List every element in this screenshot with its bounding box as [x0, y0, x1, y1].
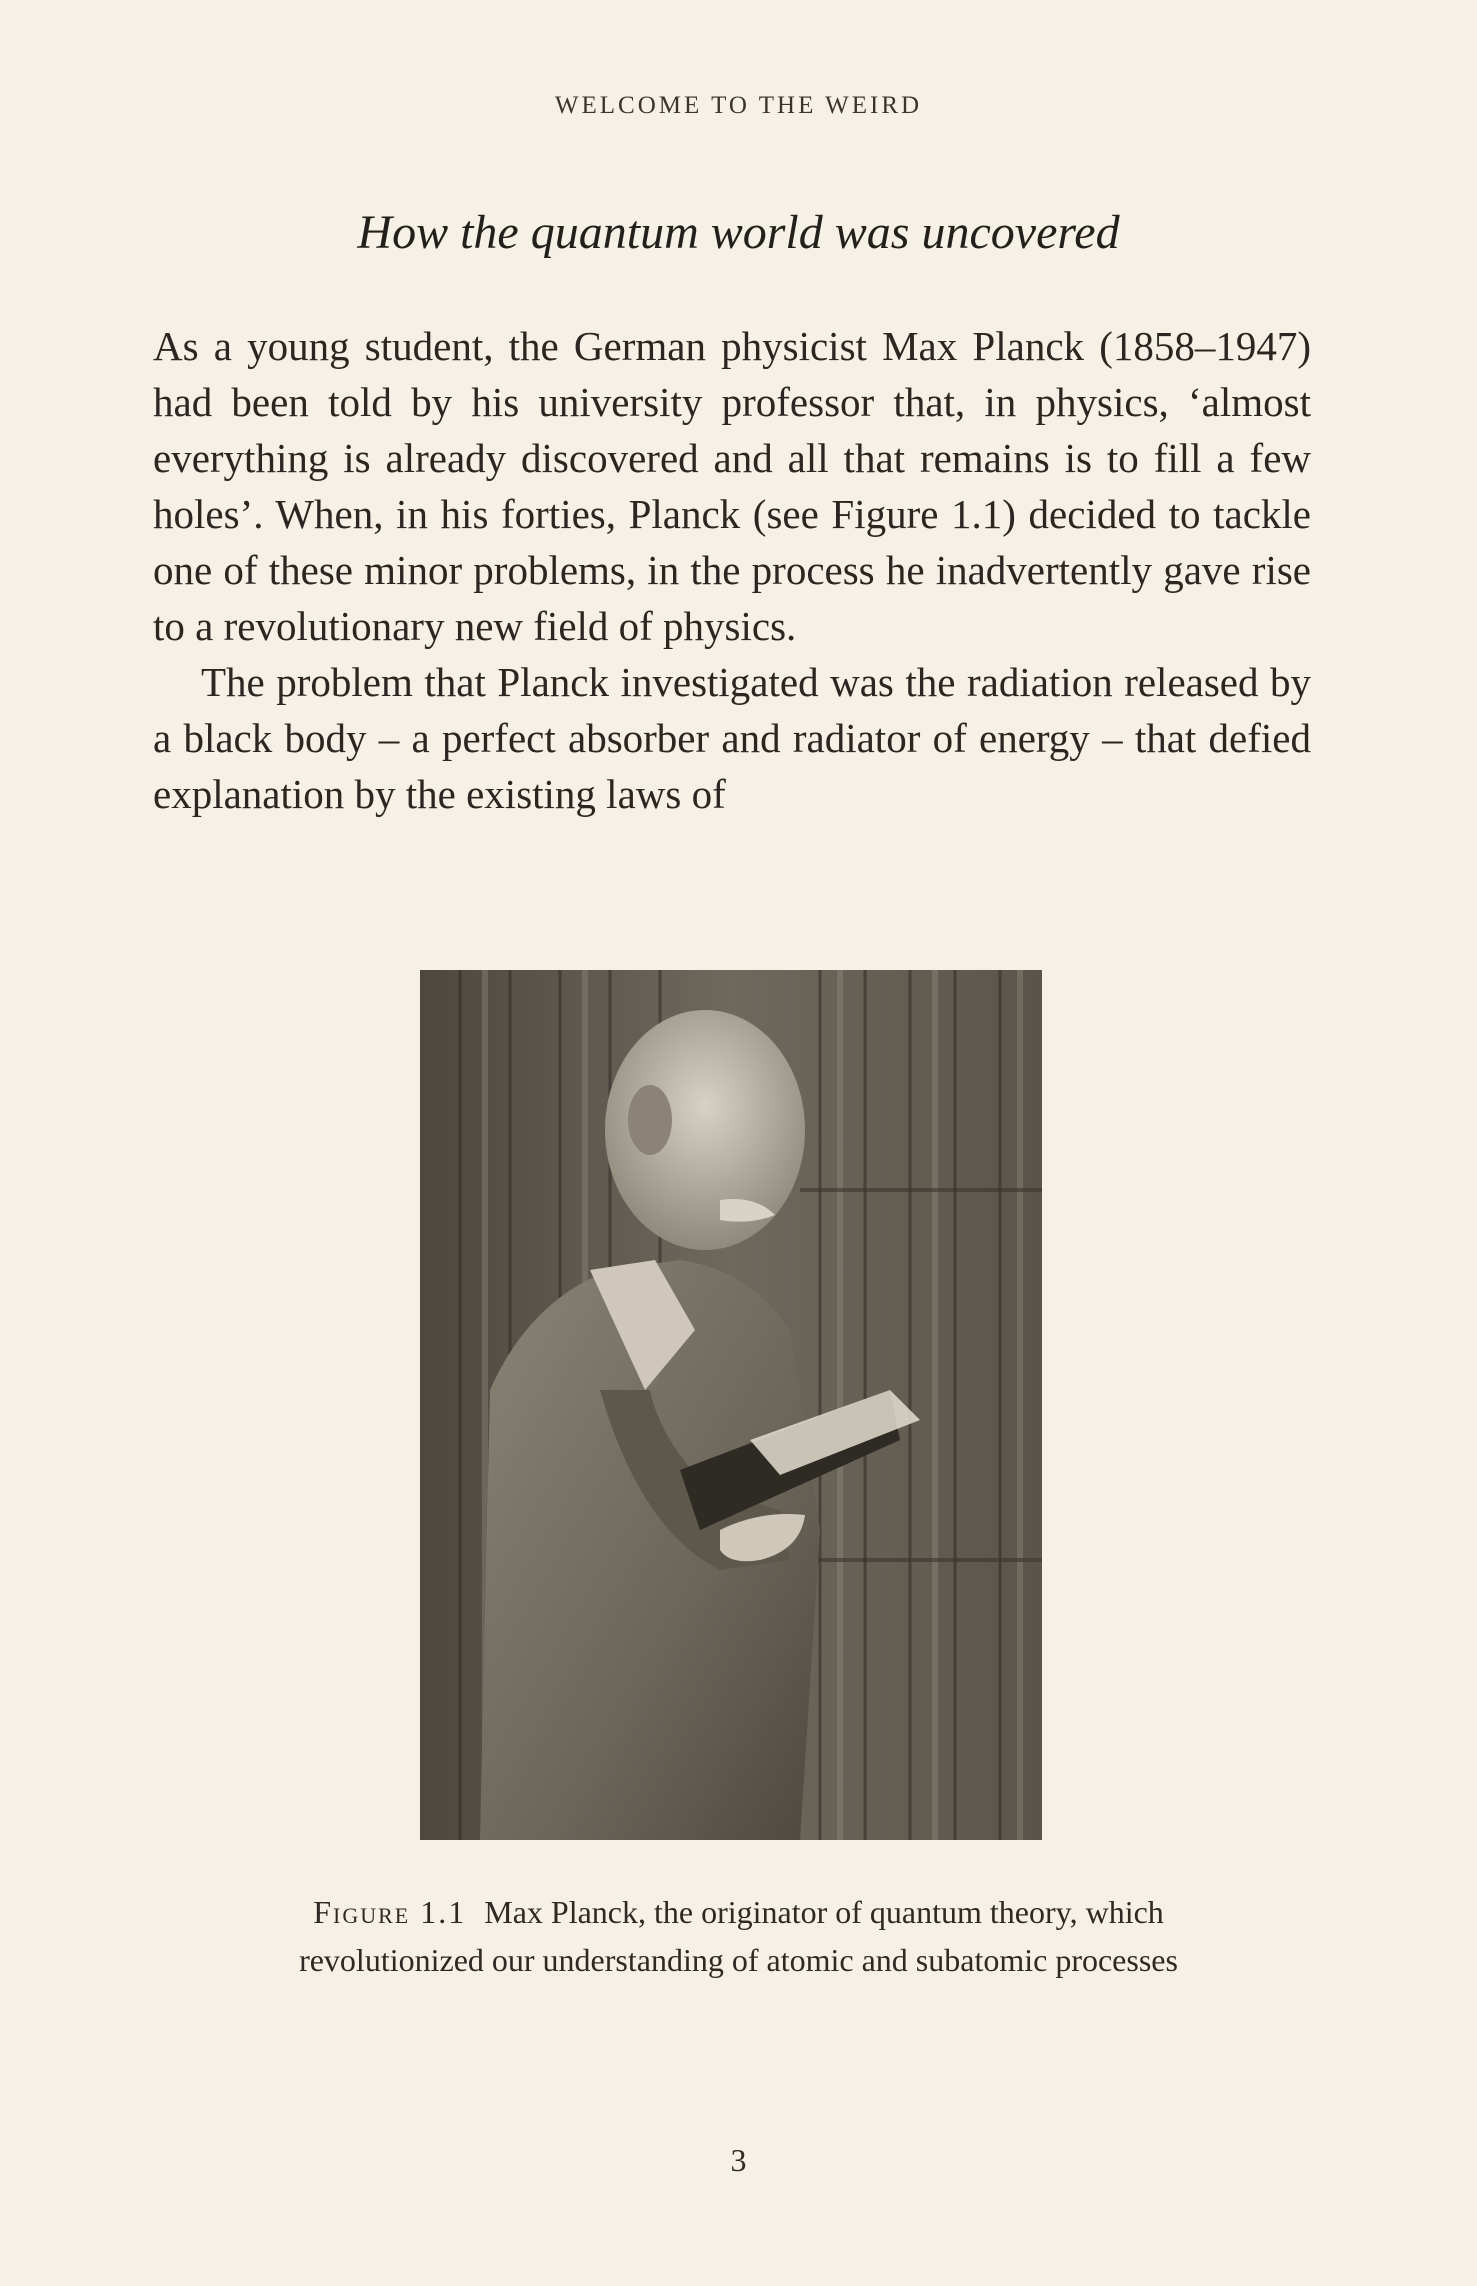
figure-label: Figure 1.1: [313, 1894, 467, 1930]
running-head: WELCOME TO THE WEIRD: [554, 92, 923, 119]
figure-photo: [420, 970, 1042, 1840]
paragraph: The problem that Planck investigated was the radiation released by a black body – a perfect absorber and radiator of energy – that defied explanation by the existing laws of: [153, 659, 1311, 817]
section-title: How the quantum world was uncovered: [357, 206, 1120, 259]
figure-caption-text: Max Planck, the originator of quantum theory, which revolutionized our understanding of atomic and subatomic processes: [299, 1894, 1178, 1978]
figure-caption: [250, 1888, 1227, 1984]
portrait-photo-illustration: [420, 970, 1042, 1840]
body-text: [153, 318, 1311, 822]
paragraph: As a young student, the German physicist Max Planck (1858–1947) had been told by his university professor that, in physics, ‘almost everything is already discovered and all that remains is to fill a few holes’. When, in his forties, Planck (see Figure 1.1) decided to tackle one of these minor problems, in the process he inadvertently gave rise to a revolutionary new field of physics.: [153, 323, 1311, 649]
page-number: 3: [730, 2142, 747, 2178]
